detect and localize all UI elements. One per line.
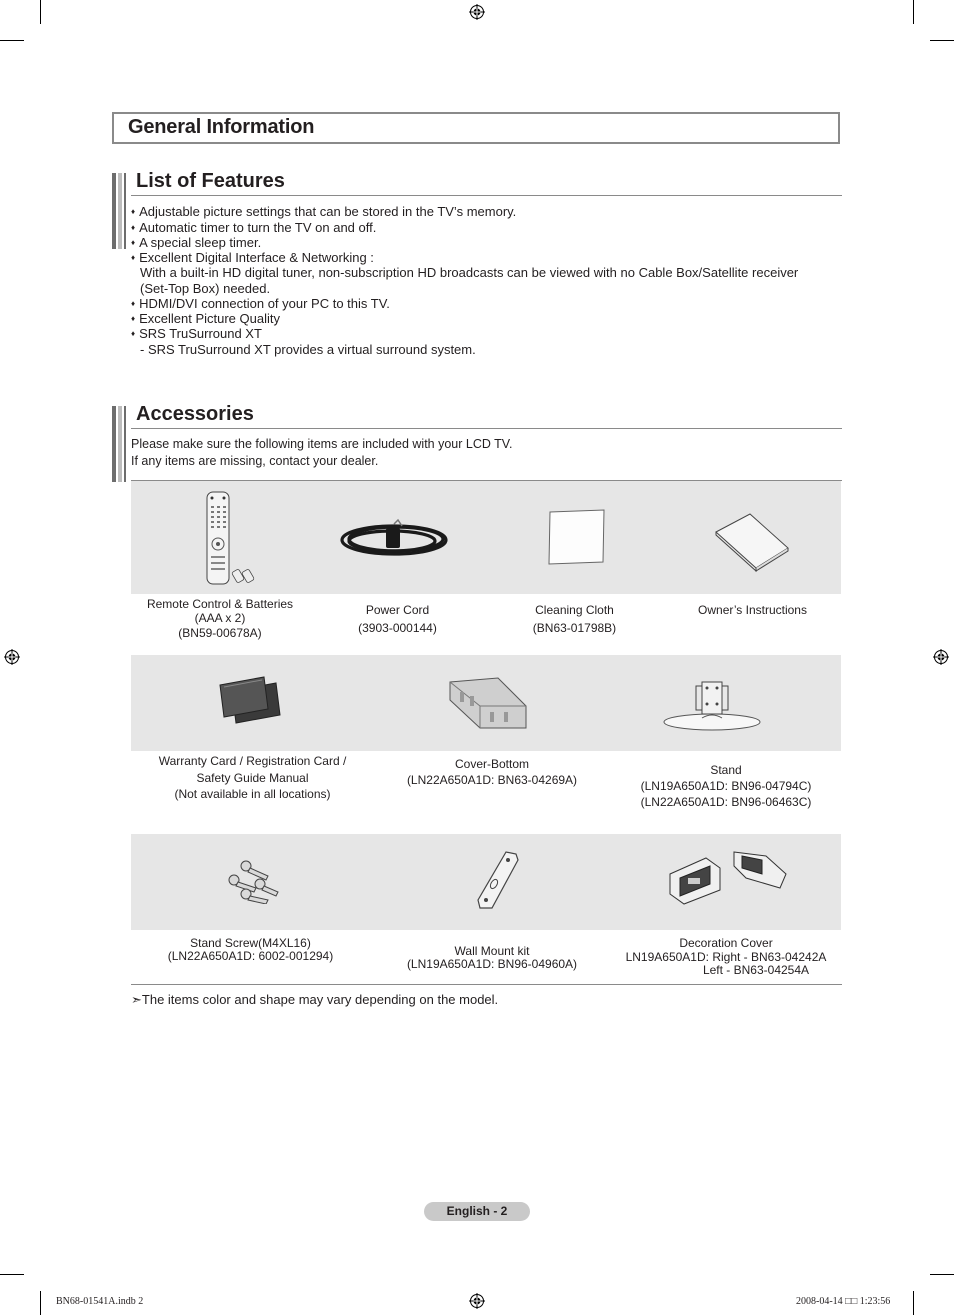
footnote: ➣The items color and shape may vary depending on the model. <box>131 992 499 1007</box>
accessory-caption: Cover-Bottom (LN22A650A1D: BN63-04269A) <box>406 757 578 787</box>
crop-mark <box>913 1291 914 1315</box>
feature-item: ♦ SRS TruSurround XT <box>131 326 262 341</box>
feature-item: ♦ Excellent Digital Interface & Networking : <box>131 250 374 265</box>
divider <box>131 984 842 985</box>
cleaning-cloth-icon <box>546 508 608 566</box>
decoration-cover-icon <box>666 848 790 906</box>
print-date-label: 2008-04-14 □□ 1:23:56 <box>796 1296 891 1307</box>
page-number-badge: English - 2 <box>424 1202 530 1221</box>
print-file-label: BN68-01541A.indb 2 <box>56 1296 144 1307</box>
crop-mark <box>0 1274 24 1275</box>
crop-mark <box>0 40 24 41</box>
section-bar <box>118 406 122 482</box>
section-bar <box>112 173 116 249</box>
accessory-caption: Power Cord (3903-000144) <box>358 603 437 635</box>
crop-mark <box>930 1274 954 1275</box>
divider <box>131 195 842 196</box>
accessory-caption: Wall Mount kit (LN19A650A1D: BN96-04960A) <box>406 944 578 971</box>
feature-detail: - SRS TruSurround XT provides a virtual surround system. <box>140 342 476 357</box>
accessory-caption: Remote Control & Batteries (AAA x 2) (BN59-00678A) <box>146 597 294 640</box>
crop-mark <box>40 1291 41 1315</box>
crop-mark <box>930 40 954 41</box>
warranty-card-icon <box>218 675 282 725</box>
registration-mark-icon <box>469 1293 485 1309</box>
accessories-intro: If any items are missing, contact your dealer. <box>131 454 379 468</box>
feature-detail: With a built-in HD digital tuner, non-subscription HD broadcasts can be viewed with no Cable Box/Satellite receiver <box>140 265 799 280</box>
accessory-caption: Decoration Cover LN19A650A1D: Right - BN63-04242A Left - BN63-04254A <box>625 936 827 977</box>
crop-mark <box>40 0 41 24</box>
accessories-intro: Please make sure the following items are included with your LCD TV. <box>131 437 513 451</box>
feature-item: ♦ HDMI/DVI connection of your PC to this TV. <box>131 296 390 311</box>
registration-mark-icon <box>469 4 485 20</box>
feature-item: ♦ Adjustable picture settings that can be stored in the TV’s memory. <box>131 204 517 219</box>
crop-mark <box>913 0 914 24</box>
accessory-caption: Stand Screw(M4XL16) (LN22A650A1D: 6002-001294) <box>167 936 334 963</box>
screw-icon <box>224 858 282 904</box>
accessory-caption: Warranty Card / Registration Card / Safety Guide Manual (Not available in all locations) <box>158 754 347 801</box>
section-bar <box>118 173 122 249</box>
features-title: List of Features <box>136 170 285 192</box>
cover-bottom-icon <box>446 676 530 730</box>
feature-item: ♦ A special sleep timer. <box>131 235 262 250</box>
power-cord-icon <box>338 518 454 560</box>
feature-item: ♦ Automatic timer to turn the TV on and off. <box>131 220 377 235</box>
wall-mount-icon <box>470 848 522 912</box>
section-bar <box>124 406 126 482</box>
stand-icon <box>662 676 762 734</box>
accessory-caption: Cleaning Cloth (BN63-01798B) <box>532 603 617 635</box>
page-title: General Information <box>128 116 315 138</box>
remote-control-icon <box>198 490 260 586</box>
registration-mark-icon <box>933 649 949 665</box>
section-bar <box>124 173 126 249</box>
registration-mark-icon <box>4 649 20 665</box>
section-bar <box>112 406 116 482</box>
accessory-caption: Owner’s Instructions <box>698 603 807 617</box>
feature-item: ♦ Excellent Picture Quality <box>131 311 280 326</box>
manual-book-icon <box>712 510 792 572</box>
divider <box>131 428 842 429</box>
accessories-title: Accessories <box>136 403 254 425</box>
feature-detail: (Set-Top Box) needed. <box>140 281 271 296</box>
accessory-caption: Stand (LN19A650A1D: BN96-04794C) (LN22A650A1D: BN96-06463C) <box>640 763 812 809</box>
